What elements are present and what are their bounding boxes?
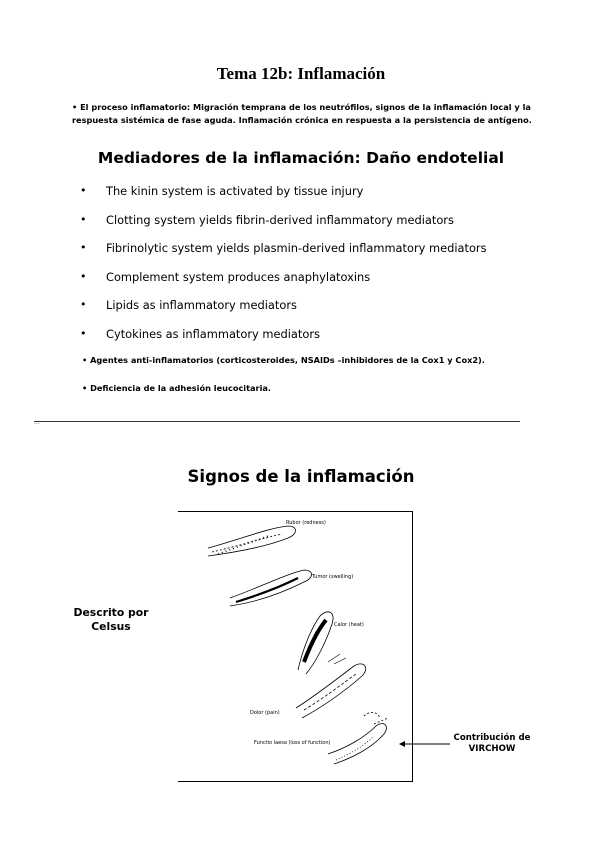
list-item: [80, 240, 520, 269]
virchow-arrow: [398, 736, 452, 752]
mediators-list: [80, 183, 520, 355]
bullet-dot: •: [80, 269, 87, 283]
bullet-dot: •: [80, 241, 87, 255]
list-item-text: Complement system produces anaphylatoxins: [106, 269, 371, 284]
list-item: [80, 297, 520, 326]
page-title: Tema 12b: Inflamación: [216, 64, 386, 83]
celsus-label: Descrito por Celsus: [73, 606, 149, 633]
intro-bullet: •: [72, 102, 78, 112]
bullet-dot: •: [80, 326, 87, 340]
label-calor: Calor (heat): [334, 622, 364, 628]
note-adhesion-deficiency: • Deficiencia de la adhesión leucocitaria.: [82, 383, 272, 393]
list-item: [80, 212, 520, 241]
list-item-text: The kinin system is activated by tissue injury: [106, 184, 364, 198]
intro-paragraph: [72, 101, 532, 127]
virchow-label: Contribución de VIRCHOW: [453, 733, 531, 754]
finger-dolor-drawing: [296, 654, 366, 718]
inflammation-signs-figure: [178, 511, 413, 782]
list-item-text: Lipids as inflammatory mediators: [106, 298, 297, 313]
list-item: [80, 269, 520, 298]
finger-functio-laesa-drawing: [328, 712, 388, 764]
list-item-text: Fibrinolytic system yields plasmin-derived inflammatory mediators: [106, 241, 487, 256]
finger-rubor-drawing: [208, 526, 296, 556]
bullet-dot: •: [80, 212, 87, 226]
list-item: [80, 326, 520, 355]
rule-dots: ...: [34, 419, 40, 426]
label-functio-laesa: Functio laesa (loss of function): [254, 740, 331, 746]
label-dolor: Dolor (pain): [250, 710, 280, 716]
label-rubor: Rubor (redness): [286, 520, 326, 526]
list-item-text: Clotting system yields fibrin-derived inflammatory mediators: [106, 212, 454, 227]
signs-heading: Signos de la inflamación: [187, 467, 415, 486]
finger-illustration: [178, 512, 412, 781]
finger-tumor-drawing: [230, 570, 312, 606]
bullet-dot: •: [80, 184, 87, 197]
finger-calor-drawing: [298, 612, 333, 674]
section-divider: [34, 421, 520, 422]
list-item: [80, 183, 520, 212]
mediators-heading: Mediadores de la inflamación: Daño endotelial: [97, 149, 505, 167]
list-item-text: Cytokines as inflammatory mediators: [106, 326, 320, 341]
note-anti-inflammatory: • Agentes anti-inflamatorios (corticosteroides, NSAIDs –inhibidores de la Cox1 y Cox2).: [82, 355, 485, 365]
label-tumor: Tumor (swelling): [312, 574, 354, 580]
intro-text: El proceso inflamatorio: Migración temprana de los neutrófilos, signos de la inflamación local y la respuesta sistémica de fase aguda. Inflamación crónica en respuesta a la persistencia de antígeno.: [72, 102, 532, 125]
bullet-dot: •: [80, 298, 87, 312]
